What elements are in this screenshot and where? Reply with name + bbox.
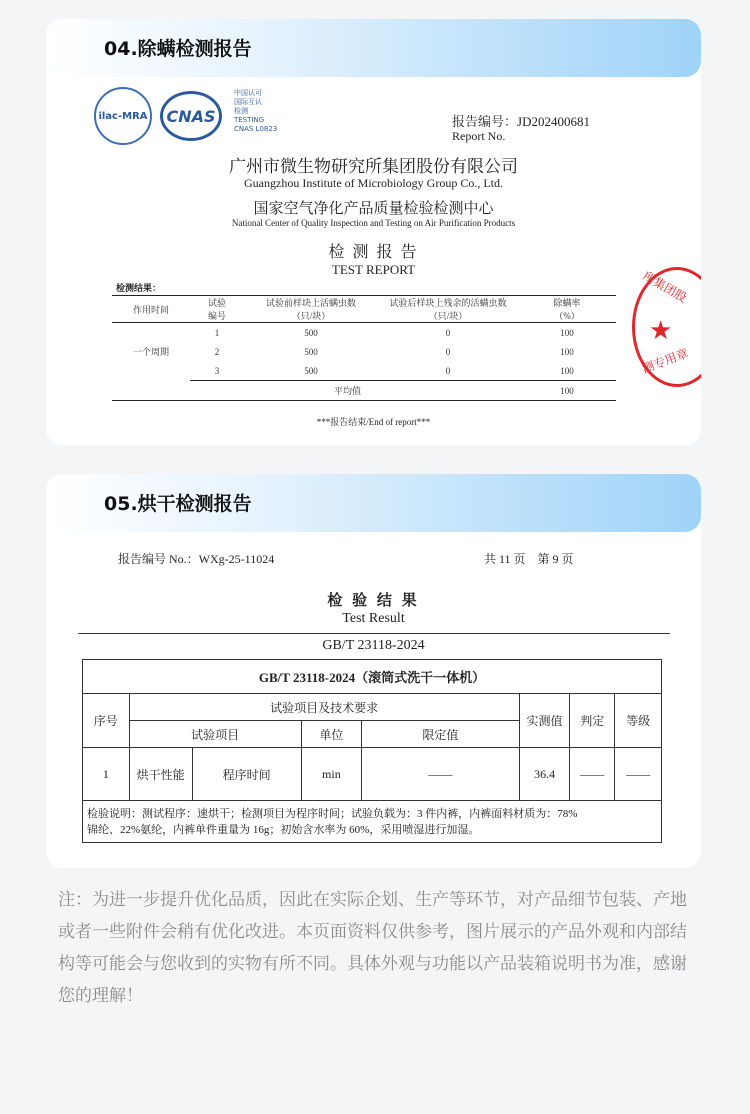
result-title-cn: 检 验 结 果 (327, 593, 420, 609)
header-item: 试验项目 (129, 721, 301, 748)
org-name-en: Guangzhou Institute of Microbiology Group Co., Ltd. (244, 176, 503, 190)
report-doc-title-cn: 检 测 报 告 (328, 244, 419, 261)
table-title: GB/T 23118-2024（滚筒式洗干一体机） (83, 660, 662, 694)
header-before: 试验前样块上活螨虫数 （只/块） (244, 296, 378, 323)
table-row: 一个周期 1 500 0 100 (112, 323, 616, 343)
table-header-row (112, 296, 616, 323)
mite-report-card (46, 19, 701, 445)
drying-report-header (46, 474, 701, 532)
mite-report-title: 04.除螨检测报告 (104, 38, 252, 60)
header-duration: 作用时间 (112, 296, 190, 323)
center-name-en: National Center of Quality Inspection and Testing on Air Purification Products (231, 218, 516, 228)
period-cell: 一个周期 (112, 323, 190, 381)
org-name-cn: 广州市微生物研究所集团股份有限公司 (229, 157, 518, 176)
header-test-no: 试验 编号 (190, 296, 244, 323)
report-number: 报告编号：JD202400681 (452, 114, 590, 129)
header-seq: 序号 (83, 694, 130, 748)
page-info: 共 11 页 第 9 页 (484, 552, 574, 566)
drying-report-title: 05.烘干检测报告 (104, 493, 252, 515)
mite-result-table (112, 295, 616, 401)
table-average-row (112, 381, 616, 401)
stamp-star-icon: ★ (649, 316, 673, 346)
cnas-logo: CNAS (160, 91, 222, 141)
center-name-cn: 国家空气净化产品质量检验检测中心 (253, 201, 494, 217)
drying-report-number: 报告编号 No.：WXg-25-11024 (118, 552, 275, 566)
table-header-row (83, 694, 662, 721)
standard-label: GB/T 23118-2024 (322, 638, 425, 653)
report-doc-title-en: TEST REPORT (331, 262, 416, 277)
average-label: 平均值 (244, 381, 518, 401)
table-row: 2 500 0 100 (214, 346, 574, 357)
header-unit: 单位 (301, 721, 362, 748)
result-title-en: Test Result (342, 611, 405, 626)
table-title-row (83, 660, 662, 694)
average-value: 100 (518, 381, 616, 401)
header-after: 试验后样块上残余的活螨虫数 （只/块） (378, 296, 518, 323)
item-cell: 程序时间 (222, 767, 271, 782)
divider (78, 633, 670, 634)
drying-report-card (46, 474, 701, 868)
table-row: 1 烘干性能 程序时间 min —— 36.4 —— —— (83, 748, 662, 801)
table-row: 3 500 0 100 (112, 361, 616, 381)
header-limit: 限定值 (362, 721, 520, 748)
header-group: 试验项目及技术要求 (129, 694, 519, 721)
test-note: 检验说明：测试程序：速烘干；检测项目为程序时间；试验负载为：3 件内裤，内裤面料材质为：78% 锦纶、22%氨纶，内裤单件重量为 16g；初始含水率为 60%，采用喷湿进行加湿。 (83, 801, 662, 843)
header-judge: 判定 (570, 694, 615, 748)
ilac-mra-logo: ilac-MRA (94, 87, 152, 145)
report-number-en: Report No. (452, 129, 506, 143)
header-rate: 除螨率 （%） (518, 296, 616, 323)
header-grade: 等级 (615, 694, 662, 748)
header-measured: 实测值 (519, 694, 570, 748)
official-stamp: 所集团股 ★ 测专用章 (632, 267, 701, 387)
footer-disclaimer: 注：为进一步提升优化品质，因此在实际企划、生产等环节，对产品细节包装、产地或者一些附件会稍有优化改进。本页面资料仅供参考，图片展示的产品外观和内部结构等可能会与您收到的实物有所不同。具体外观与功能以产品装箱说明书为准，感谢您的理解！ (58, 890, 687, 1006)
mite-report-header (46, 19, 701, 77)
table-note-row (83, 801, 662, 843)
category-cell: 烘干性能 (130, 748, 193, 800)
cnas-logo-text: 中国认可 国际互认 检测 TESTING CNAS L0823 (234, 89, 278, 133)
drying-result-table (82, 659, 662, 843)
result-label: 检测结果： (116, 283, 162, 293)
end-of-report: ***报告结束/End of report*** (316, 417, 431, 427)
